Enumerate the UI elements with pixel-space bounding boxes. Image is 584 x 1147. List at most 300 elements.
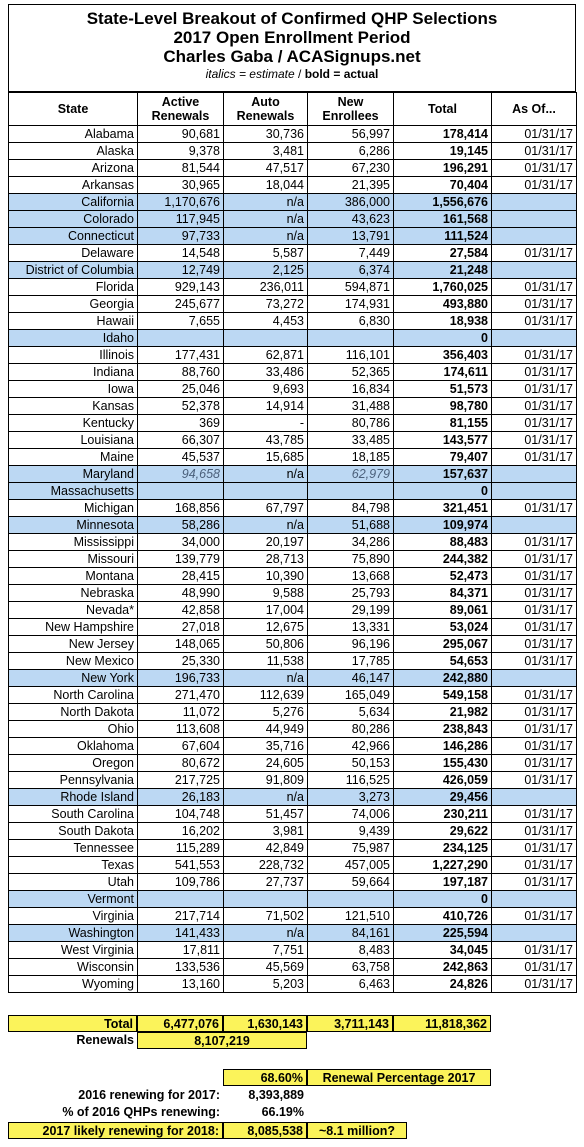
auto-renewals-cell: 44,949	[224, 721, 308, 738]
total-new: 3,711,143	[307, 1015, 393, 1032]
as-of-cell: 01/31/17	[492, 415, 577, 432]
auto-renewals-cell: 27,737	[224, 874, 308, 891]
table-row	[9, 534, 577, 551]
legend-bold: bold = actual	[304, 67, 379, 81]
legend-sep: /	[294, 67, 305, 81]
table-row	[9, 874, 577, 891]
as-of-cell: 01/31/17	[492, 449, 577, 466]
as-of-cell	[492, 891, 577, 908]
col-active-b: Renewals	[151, 109, 210, 123]
col-total: Total	[394, 93, 492, 126]
as-of-cell	[492, 789, 577, 806]
as-of-cell	[492, 670, 577, 687]
active-renewals-cell: 45,537	[138, 449, 224, 466]
active-renewals-cell: 117,945	[138, 211, 224, 228]
active-renewals-cell: 115,289	[138, 840, 224, 857]
total-cell: 161,568	[394, 211, 492, 228]
state-cell: Michigan	[9, 500, 138, 517]
total-cell: 29,622	[394, 823, 492, 840]
total-cell: 410,726	[394, 908, 492, 925]
total-cell: 178,414	[394, 126, 492, 143]
new-enrollees-cell: 17,785	[308, 653, 394, 670]
new-enrollees-cell: 52,365	[308, 364, 394, 381]
state-cell: North Carolina	[9, 687, 138, 704]
auto-renewals-cell: n/a	[224, 670, 308, 687]
as-of-cell: 01/31/17	[492, 279, 577, 296]
state-cell: Nevada*	[9, 602, 138, 619]
active-renewals-cell: 67,604	[138, 738, 224, 755]
auto-renewals-cell: 2,125	[224, 262, 308, 279]
new-enrollees-cell: 80,786	[308, 415, 394, 432]
table-row	[9, 398, 577, 415]
col-active-a: Active	[161, 95, 200, 109]
total-cell: 24,826	[394, 976, 492, 993]
legend-note	[9, 66, 575, 82]
new-enrollees-cell: 16,834	[308, 381, 394, 398]
likely-renewing-approx: ~8.1 million?	[307, 1122, 407, 1139]
as-of-cell: 01/31/17	[492, 364, 577, 381]
table-row	[9, 619, 577, 636]
new-enrollees-cell	[308, 483, 394, 500]
header-row	[9, 93, 577, 126]
total-cell: 98,780	[394, 398, 492, 415]
active-renewals-cell: 17,811	[138, 942, 224, 959]
total-cell: 70,404	[394, 177, 492, 194]
as-of-cell: 01/31/17	[492, 143, 577, 160]
auto-renewals-cell: 9,693	[224, 381, 308, 398]
state-cell: Hawaii	[9, 313, 138, 330]
as-of-cell: 01/31/17	[492, 908, 577, 925]
state-cell: North Dakota	[9, 704, 138, 721]
table-row	[9, 670, 577, 687]
state-cell: Arizona	[9, 160, 138, 177]
new-enrollees-cell: 457,005	[308, 857, 394, 874]
active-renewals-cell: 81,544	[138, 160, 224, 177]
as-of-cell: 01/31/17	[492, 840, 577, 857]
table-row	[9, 602, 577, 619]
active-renewals-cell: 1,170,676	[138, 194, 224, 211]
new-enrollees-cell: 43,623	[308, 211, 394, 228]
auto-renewals-cell: 3,981	[224, 823, 308, 840]
auto-renewals-cell: 28,713	[224, 551, 308, 568]
renewing-2016-label: 2016 renewing for 2017:	[78, 1088, 220, 1102]
table-row	[9, 755, 577, 772]
new-enrollees-cell: 116,101	[308, 347, 394, 364]
as-of-cell: 01/31/17	[492, 704, 577, 721]
renewing-2016-value: 8,393,889	[248, 1088, 304, 1102]
auto-renewals-cell: 12,675	[224, 619, 308, 636]
total-cell: 53,024	[394, 619, 492, 636]
pct-2016-label: % of 2016 QHPs renewing:	[62, 1105, 220, 1119]
as-of-cell	[492, 211, 577, 228]
new-enrollees-cell: 6,830	[308, 313, 394, 330]
state-cell: Rhode Island	[9, 789, 138, 806]
total-cell: 230,211	[394, 806, 492, 823]
state-cell: Wyoming	[9, 976, 138, 993]
active-renewals-cell: 7,655	[138, 313, 224, 330]
total-cell: 225,594	[394, 925, 492, 942]
auto-renewals-cell: 236,011	[224, 279, 308, 296]
state-cell: Alaska	[9, 143, 138, 160]
state-cell: Washington	[9, 925, 138, 942]
state-cell: South Carolina	[9, 806, 138, 823]
table-row	[9, 466, 577, 483]
total-cell: 321,451	[394, 500, 492, 517]
state-cell: New Mexico	[9, 653, 138, 670]
state-cell: Kansas	[9, 398, 138, 415]
active-renewals-cell: 94,658	[138, 466, 224, 483]
state-cell: Massachusetts	[9, 483, 138, 500]
active-renewals-cell: 25,330	[138, 653, 224, 670]
auto-renewals-cell: 10,390	[224, 568, 308, 585]
new-enrollees-cell: 594,871	[308, 279, 394, 296]
as-of-cell: 01/31/17	[492, 296, 577, 313]
table-row	[9, 262, 577, 279]
auto-renewals-cell: n/a	[224, 228, 308, 245]
table-row	[9, 908, 577, 925]
table-row	[9, 942, 577, 959]
total-cell: 27,584	[394, 245, 492, 262]
new-enrollees-cell: 165,049	[308, 687, 394, 704]
auto-renewals-cell: -	[224, 415, 308, 432]
as-of-cell	[492, 517, 577, 534]
total-cell: 79,407	[394, 449, 492, 466]
state-cell: New York	[9, 670, 138, 687]
total-cell: 109,974	[394, 517, 492, 534]
as-of-cell: 01/31/17	[492, 857, 577, 874]
state-cell: Virginia	[9, 908, 138, 925]
new-enrollees-cell: 56,997	[308, 126, 394, 143]
total-cell: 88,483	[394, 534, 492, 551]
new-enrollees-cell: 63,758	[308, 959, 394, 976]
auto-renewals-cell: 43,785	[224, 432, 308, 449]
active-renewals-cell: 113,608	[138, 721, 224, 738]
new-enrollees-cell: 8,483	[308, 942, 394, 959]
enrollment-table	[8, 92, 577, 993]
auto-renewals-cell: 228,732	[224, 857, 308, 874]
state-cell: District of Columbia	[9, 262, 138, 279]
table-row	[9, 432, 577, 449]
new-enrollees-cell: 46,147	[308, 670, 394, 687]
state-cell: Texas	[9, 857, 138, 874]
likely-renewing-label: 2017 likely renewing for 2018:	[8, 1122, 223, 1139]
active-renewals-cell: 217,725	[138, 772, 224, 789]
new-enrollees-cell: 174,931	[308, 296, 394, 313]
total-total: 11,818,362	[393, 1015, 491, 1032]
table-row	[9, 823, 577, 840]
active-renewals-cell: 26,183	[138, 789, 224, 806]
as-of-cell: 01/31/17	[492, 432, 577, 449]
state-cell: New Jersey	[9, 636, 138, 653]
state-cell: Missouri	[9, 551, 138, 568]
new-enrollees-cell: 75,890	[308, 551, 394, 568]
auto-renewals-cell: n/a	[224, 789, 308, 806]
active-renewals-cell: 13,160	[138, 976, 224, 993]
total-cell: 196,291	[394, 160, 492, 177]
table-row	[9, 636, 577, 653]
auto-renewals-cell: 20,197	[224, 534, 308, 551]
auto-renewals-cell: 5,203	[224, 976, 308, 993]
as-of-cell: 01/31/17	[492, 823, 577, 840]
col-as-of: As Of...	[492, 93, 577, 126]
table-row	[9, 721, 577, 738]
total-cell: 242,863	[394, 959, 492, 976]
auto-renewals-cell: 17,004	[224, 602, 308, 619]
likely-renewing-value: 8,085,538	[223, 1122, 307, 1139]
table-row	[9, 313, 577, 330]
as-of-cell	[492, 466, 577, 483]
as-of-cell: 01/31/17	[492, 772, 577, 789]
table-row	[9, 925, 577, 942]
state-cell: Minnesota	[9, 517, 138, 534]
active-renewals-cell: 97,733	[138, 228, 224, 245]
table-row	[9, 211, 577, 228]
state-cell: Kentucky	[9, 415, 138, 432]
table-row	[9, 976, 577, 993]
as-of-cell: 01/31/17	[492, 500, 577, 517]
state-cell: Oklahoma	[9, 738, 138, 755]
table-row	[9, 551, 577, 568]
as-of-cell: 01/31/17	[492, 585, 577, 602]
as-of-cell: 01/31/17	[492, 534, 577, 551]
auto-renewals-cell: 91,809	[224, 772, 308, 789]
active-renewals-cell: 217,714	[138, 908, 224, 925]
new-enrollees-cell: 29,199	[308, 602, 394, 619]
state-cell: Nebraska	[9, 585, 138, 602]
total-cell: 197,187	[394, 874, 492, 891]
auto-renewals-cell: 24,605	[224, 755, 308, 772]
table-row	[9, 143, 577, 160]
table-row	[9, 772, 577, 789]
as-of-cell	[492, 925, 577, 942]
table-row	[9, 160, 577, 177]
total-cell: 19,145	[394, 143, 492, 160]
active-renewals-cell: 88,760	[138, 364, 224, 381]
active-renewals-cell: 9,378	[138, 143, 224, 160]
new-enrollees-cell: 31,488	[308, 398, 394, 415]
auto-renewals-cell: 9,588	[224, 585, 308, 602]
auto-renewals-cell	[224, 330, 308, 347]
state-cell: Connecticut	[9, 228, 138, 245]
renewal-pct-label: Renewal Percentage 2017	[307, 1069, 491, 1086]
auto-renewals-cell: 35,716	[224, 738, 308, 755]
total-cell: 295,067	[394, 636, 492, 653]
state-cell: Tennessee	[9, 840, 138, 857]
active-renewals-cell: 80,672	[138, 755, 224, 772]
table-row	[9, 330, 577, 347]
table-row	[9, 228, 577, 245]
state-cell: Delaware	[9, 245, 138, 262]
total-label: Total	[8, 1015, 137, 1032]
table-row	[9, 738, 577, 755]
auto-renewals-cell: 4,453	[224, 313, 308, 330]
total-cell: 1,556,676	[394, 194, 492, 211]
total-cell: 34,045	[394, 942, 492, 959]
auto-renewals-cell: 3,481	[224, 143, 308, 160]
active-renewals-cell: 929,143	[138, 279, 224, 296]
legend-italic: italics = estimate	[205, 67, 295, 81]
total-cell: 0	[394, 483, 492, 500]
total-cell: 84,371	[394, 585, 492, 602]
table-row	[9, 840, 577, 857]
active-renewals-cell: 28,415	[138, 568, 224, 585]
auto-renewals-cell: 62,871	[224, 347, 308, 364]
new-enrollees-cell: 13,791	[308, 228, 394, 245]
active-renewals-cell: 42,858	[138, 602, 224, 619]
as-of-cell: 01/31/17	[492, 874, 577, 891]
total-cell: 0	[394, 330, 492, 347]
auto-renewals-cell: 11,538	[224, 653, 308, 670]
active-renewals-cell: 104,748	[138, 806, 224, 823]
new-enrollees-cell: 6,286	[308, 143, 394, 160]
active-renewals-cell: 27,018	[138, 619, 224, 636]
total-cell: 242,880	[394, 670, 492, 687]
total-cell: 234,125	[394, 840, 492, 857]
auto-renewals-cell: 30,736	[224, 126, 308, 143]
active-renewals-cell	[138, 330, 224, 347]
total-cell: 244,382	[394, 551, 492, 568]
as-of-cell: 01/31/17	[492, 347, 577, 364]
auto-renewals-cell: n/a	[224, 925, 308, 942]
total-cell: 0	[394, 891, 492, 908]
as-of-cell: 01/31/17	[492, 398, 577, 415]
as-of-cell	[492, 262, 577, 279]
total-cell: 52,473	[394, 568, 492, 585]
new-enrollees-cell	[308, 891, 394, 908]
table-row	[9, 653, 577, 670]
new-enrollees-cell: 33,485	[308, 432, 394, 449]
table-row	[9, 500, 577, 517]
state-cell: Alabama	[9, 126, 138, 143]
col-active-renewals	[138, 93, 224, 126]
active-renewals-cell	[138, 483, 224, 500]
state-cell: Oregon	[9, 755, 138, 772]
auto-renewals-cell: 45,569	[224, 959, 308, 976]
as-of-cell	[492, 194, 577, 211]
state-cell: Mississippi	[9, 534, 138, 551]
active-renewals-cell: 25,046	[138, 381, 224, 398]
as-of-cell: 01/31/17	[492, 126, 577, 143]
table-row	[9, 449, 577, 466]
active-renewals-cell: 177,431	[138, 347, 224, 364]
col-auto-b: Renewals	[236, 109, 295, 123]
total-auto: 1,630,143	[223, 1015, 307, 1032]
active-renewals-cell: 133,536	[138, 959, 224, 976]
active-renewals-cell: 16,202	[138, 823, 224, 840]
auto-renewals-cell: 14,914	[224, 398, 308, 415]
auto-renewals-cell: 5,276	[224, 704, 308, 721]
new-enrollees-cell: 5,634	[308, 704, 394, 721]
state-cell: South Dakota	[9, 823, 138, 840]
as-of-cell: 01/31/17	[492, 313, 577, 330]
table-row	[9, 245, 577, 262]
active-renewals-cell: 141,433	[138, 925, 224, 942]
auto-renewals-cell: 67,797	[224, 500, 308, 517]
table-row	[9, 585, 577, 602]
table-row	[9, 806, 577, 823]
state-cell: Arkansas	[9, 177, 138, 194]
as-of-cell: 01/31/17	[492, 177, 577, 194]
state-cell: Maine	[9, 449, 138, 466]
table-row	[9, 857, 577, 874]
auto-renewals-cell: n/a	[224, 211, 308, 228]
state-cell: Wisconsin	[9, 959, 138, 976]
title-line-2: 2017 Open Enrollment Period	[173, 28, 411, 47]
active-renewals-cell: 58,286	[138, 517, 224, 534]
new-enrollees-cell: 50,153	[308, 755, 394, 772]
table-row	[9, 347, 577, 364]
total-cell: 111,524	[394, 228, 492, 245]
col-state: State	[9, 93, 138, 126]
table-row	[9, 687, 577, 704]
new-enrollees-cell	[308, 330, 394, 347]
as-of-cell: 01/31/17	[492, 381, 577, 398]
as-of-cell: 01/31/17	[492, 245, 577, 262]
auto-renewals-cell: 33,486	[224, 364, 308, 381]
state-cell: Illinois	[9, 347, 138, 364]
auto-renewals-cell: 15,685	[224, 449, 308, 466]
new-enrollees-cell: 80,286	[308, 721, 394, 738]
total-cell: 21,248	[394, 262, 492, 279]
new-enrollees-cell: 51,688	[308, 517, 394, 534]
active-renewals-cell: 109,786	[138, 874, 224, 891]
table-row	[9, 279, 577, 296]
total-cell: 1,227,290	[394, 857, 492, 874]
state-cell: Vermont	[9, 891, 138, 908]
active-renewals-cell: 66,307	[138, 432, 224, 449]
active-renewals-cell: 196,733	[138, 670, 224, 687]
table-row	[9, 177, 577, 194]
new-enrollees-cell: 386,000	[308, 194, 394, 211]
new-enrollees-cell: 13,331	[308, 619, 394, 636]
auto-renewals-cell: n/a	[224, 517, 308, 534]
active-renewals-cell: 52,378	[138, 398, 224, 415]
pct-2016-value: 66.19%	[261, 1105, 304, 1119]
active-renewals-cell: 271,470	[138, 687, 224, 704]
table-row	[9, 194, 577, 211]
total-cell: 143,577	[394, 432, 492, 449]
col-auto-a: Auto	[251, 95, 280, 109]
auto-renewals-cell: 51,457	[224, 806, 308, 823]
new-enrollees-cell: 84,798	[308, 500, 394, 517]
new-enrollees-cell: 25,793	[308, 585, 394, 602]
new-enrollees-cell: 13,668	[308, 568, 394, 585]
state-cell: Utah	[9, 874, 138, 891]
renewal-pct-value: 68.60%	[223, 1069, 307, 1086]
auto-renewals-cell	[224, 483, 308, 500]
new-enrollees-cell: 75,987	[308, 840, 394, 857]
table-title-block	[8, 4, 576, 92]
auto-renewals-cell: n/a	[224, 194, 308, 211]
as-of-cell	[492, 483, 577, 500]
total-cell: 54,653	[394, 653, 492, 670]
state-cell: Ohio	[9, 721, 138, 738]
auto-renewals-cell: 112,639	[224, 687, 308, 704]
active-renewals-cell: 11,072	[138, 704, 224, 721]
active-renewals-cell	[138, 891, 224, 908]
state-cell: California	[9, 194, 138, 211]
as-of-cell: 01/31/17	[492, 976, 577, 993]
auto-renewals-cell: n/a	[224, 466, 308, 483]
total-cell: 238,843	[394, 721, 492, 738]
new-enrollees-cell: 42,966	[308, 738, 394, 755]
total-cell: 493,880	[394, 296, 492, 313]
as-of-cell: 01/31/17	[492, 806, 577, 823]
total-cell: 356,403	[394, 347, 492, 364]
as-of-cell: 01/31/17	[492, 687, 577, 704]
new-enrollees-cell: 121,510	[308, 908, 394, 925]
as-of-cell: 01/31/17	[492, 959, 577, 976]
